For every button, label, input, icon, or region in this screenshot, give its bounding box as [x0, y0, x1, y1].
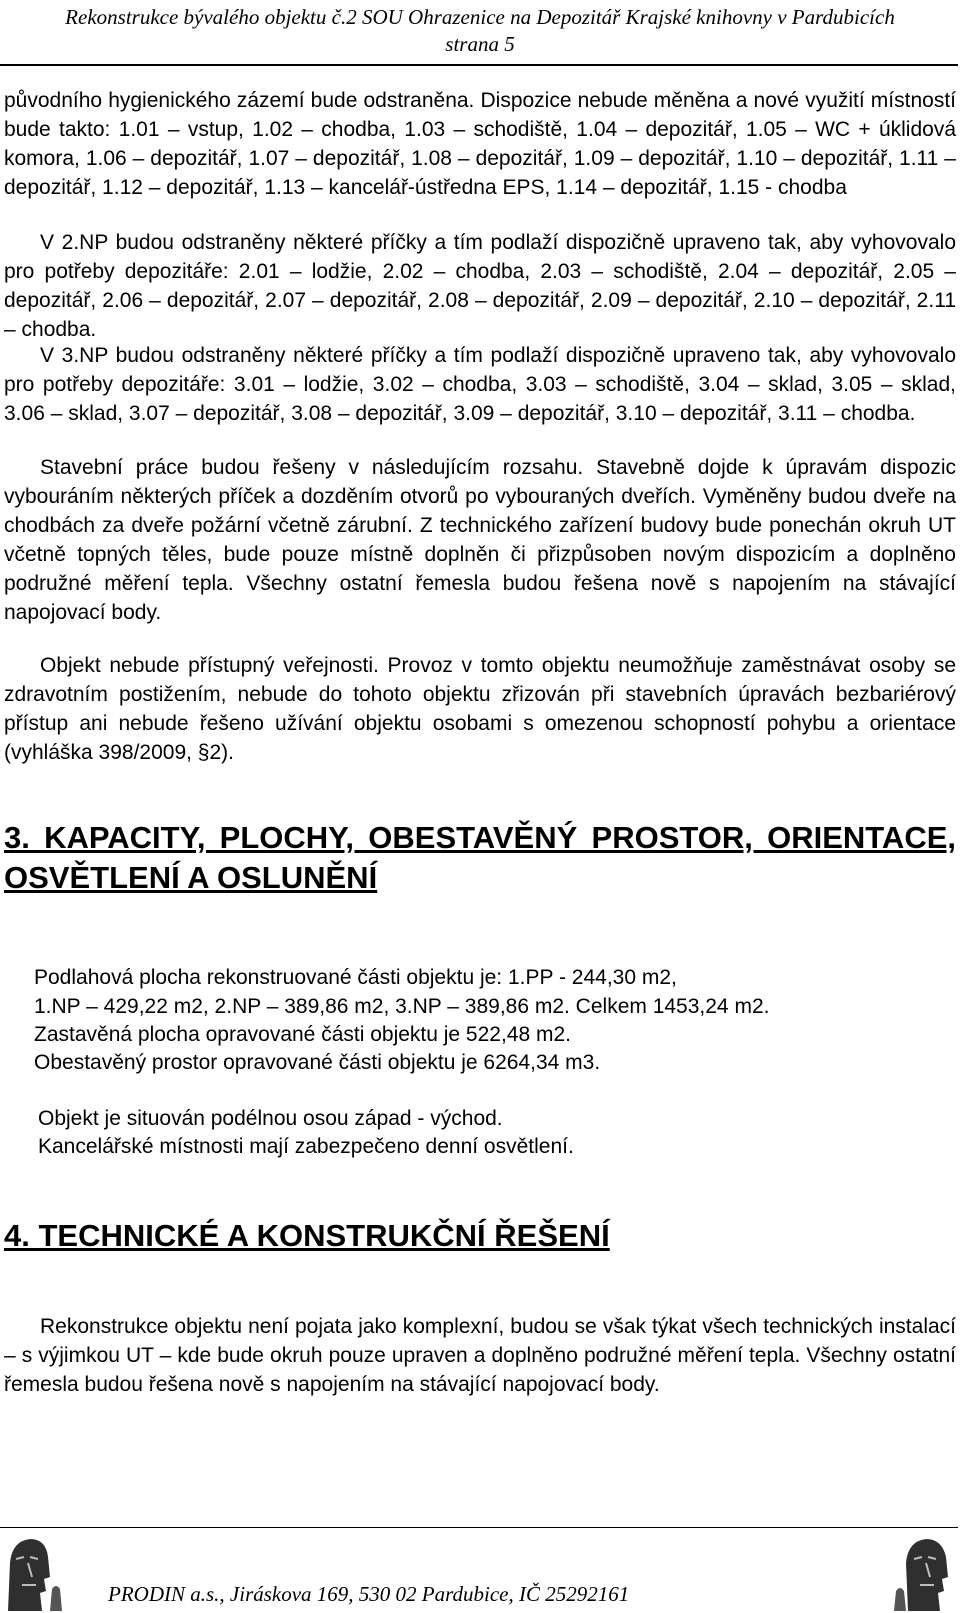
orientation-line: Objekt je situován podélnou osou západ - východ. [38, 1107, 503, 1130]
section-3-heading: 3. KAPACITY, PLOCHY, OBESTAVĚNÝ PROSTOR, ORIENTACE, OSVĚTLENÍ A OSLUNĚNÍ [4, 820, 956, 895]
paragraph-technical-solution: Rekonstrukce objektu není pojata jako komplexní, budou se však týkat všech technických instalací – s výjimkou UT – kde bude okruh pouze upraven a doplněno podružné měření tepla. Všechny ostatní řemesla budou řešena nově s napojením na stávající napojovací body. [4, 1315, 956, 1396]
floor-area-totals-line: 1.NP – 429,22 m2, 2.NP – 389,86 m2, 3.NP – 389,86 m2. Celkem 1453,24 m2. [34, 995, 770, 1018]
paragraph-room-usage-1np: původního hygienického zázemí bude odstraněna. Dispozice nebude měněna a nové využití místností bude takto: 1.01 – vstup, 1.02 – chodba, 1.03 – schodiště, 1.04 – depozitář, 1.05 – WC + úklidová komora, 1.06 – depozitář, 1.07 – depozitář, 1.08 – depozitář, 1.09 – depozitář, 1.10 – depozitář, 1.11 – depozitář, 1.12 – depozitář, 1.13 – kancelář-ústředna EPS, 1.14 – depozitář, 1.15 - chodba [4, 89, 956, 199]
built-up-area-line: Zastavěná plocha opravované části objektu je 522,48 m2. [34, 1023, 572, 1046]
floor-area-line: Podlahová plocha rekonstruované části objektu je: 1.PP - 244,30 m2, [34, 966, 677, 989]
section-4-heading: 4. TECHNICKÉ A KONSTRUKČNÍ ŘEŠENÍ [4, 1218, 610, 1253]
footer-divider [0, 1527, 958, 1528]
moai-logo-icon [0, 1533, 64, 1613]
lighting-line: Kancelářské místnosti mají zabezpečeno denní osvětlení. [38, 1135, 574, 1158]
header-divider [0, 64, 958, 66]
page-footer: PRODIN a.s., Jiráskova 169, 530 02 Pardubice, IČ 25292161 [108, 1582, 630, 1606]
paragraph-accessibility: Objekt nebude přístupný veřejnosti. Provoz v tomto objektu neumožňuje zaměstnávat osoby se zdravotním postižením, nebude do tohoto objektu zřizován při stavebních úpravách bezbariérový přístup ani nebude řešeno užívání objektu osobami s omezenou schopností pohybu a orientace (vyhláška 398/2009, §2). [4, 654, 956, 764]
moai-logo-icon-right [894, 1533, 958, 1613]
paragraph-room-usage-3np: V 3.NP budou odstraněny některé příčky a tím podlaží dispozičně upraveno tak, aby vyhovovalo pro potřeby depozitáře: 3.01 – lodžie, 3.02 – chodba, 3.03 – schodiště, 3.04 – sklad, 3.05 – sklad, 3.06 – sklad, 3.07 – depozitář, 3.08 – depozitář, 3.09 – depozitář, 3.10 – depozitář, 3.11 – chodba. [4, 344, 956, 425]
page-number: strana 5 [445, 32, 515, 56]
paragraph-construction-works: Stavební práce budou řešeny v následujícím rozsahu. Stavebně dojde k úpravám dispozic vybouráním některých příček a dozděním otvorů po vybouraných dveřích. Vyměněny budou dveře na chodbách za dveře požární včetně zárubní. Z technického zařízení budovy bude ponechán okruh UT včetně topných těles, bude pouze místně doplněn či přizpůsoben novým dispozicím a doplněno podružné měření tepla. Všechny ostatní řemesla budou řešena nově s napojením na stávající napojovací body. [4, 456, 956, 624]
document-title: Rekonstrukce bývalého objektu č.2 SOU Ohrazenice na Depozitář Krajské knihovny v Pardubicích [65, 5, 895, 29]
built-volume-line: Obestavěný prostor opravované části objektu je 6264,34 m3. [34, 1051, 601, 1074]
page-header [0, 4, 960, 58]
paragraph-room-usage-2np: V 2.NP budou odstraněny některé příčky a tím podlaží dispozičně upraveno tak, aby vyhovovalo pro potřeby depozitáře: 2.01 – lodžie, 2.02 – chodba, 2.03 – schodiště, 2.04 – depozitář, 2.05 – depozitář, 2.06 – depozitář, 2.07 – depozitář, 2.08 – depozitář, 2.09 – depozitář, 2.10 – depozitář, 2.11 – chodba. [4, 231, 956, 341]
